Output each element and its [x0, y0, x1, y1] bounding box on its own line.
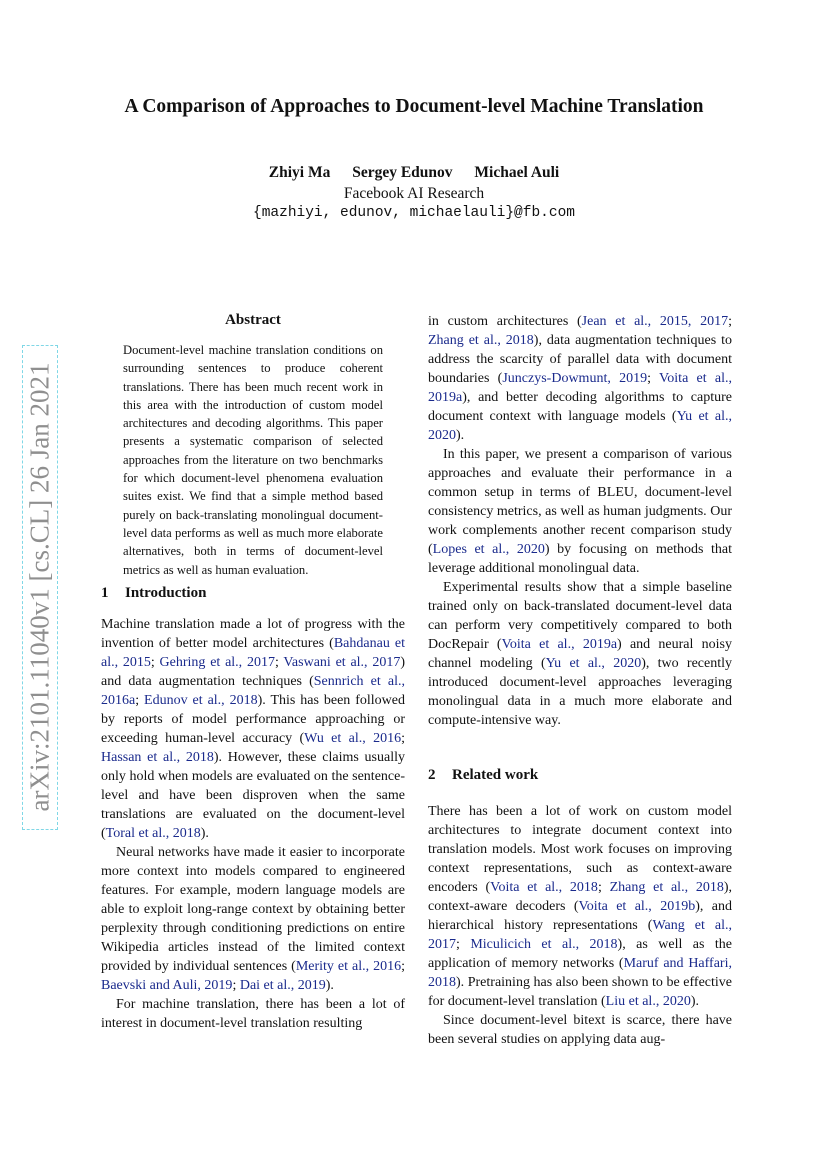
citation-link[interactable]: Junczys-Dowmunt, 2019	[502, 371, 648, 386]
arxiv-stamp[interactable]	[22, 345, 58, 830]
section-heading-related-work	[428, 767, 538, 784]
author-name: Sergey Edunov	[352, 164, 453, 181]
citation-link[interactable]: Toral et al., 2018	[105, 826, 201, 841]
author-emails: {mazhiyi, edunov, michaelauli}@fb.com	[253, 205, 575, 221]
citation-link[interactable]: Voita et al., 2019a	[501, 637, 618, 652]
paragraph: In this paper, we present a comparison of various approaches and evaluate their performance in a common setup in terms of BLEU, document-level consistency metrics, as well as human judgments. Our work complements another recent comparison study (Lopes et al., 2020) by focusing on methods that leverage additional monolingual data.	[428, 447, 733, 576]
citation-link[interactable]: Liu et al., 2020	[605, 994, 691, 1009]
citation-link[interactable]: Voita et al., 2018	[490, 880, 598, 895]
citation-link[interactable]: Wu et al., 2016	[304, 731, 402, 746]
paragraph: Machine translation made a lot of progress with the invention of better model architectures (Bahdanau et al., 2015; Gehring et al., 2017; Vaswani et al., 2017) and data augmentation techniques (Sennrich et al., 2016a; Edunov et al., 2018). This has been followed by reports of model performance approaching or exceeding human-level accuracy (Wu et al., 2016; Hassan et al., 2018). However, these claims usually only hold when models are evaluated on the sentence-level and have been disproven when the same translations are evaluated on the document-level (Toral et al., 2018).	[101, 617, 406, 841]
citation-link[interactable]: Gehring et al., 2017	[159, 655, 275, 670]
related-work-column	[428, 802, 732, 1049]
intro-right-column	[428, 312, 732, 730]
paragraph: There has been a lot of work on custom model architectures to integrate document context into translation models. Most work focuses on improving context representations, such as context-aware encoders (Voita et al., 2018; Zhang et al., 2018), context-aware decoders (Voita et al., 2019b), and hierarchical history representations (Wang et al., 2017; Miculicich et al., 2018), as well as the application of memory networks (Maruf and Haffari, 2018). Pretraining has also been shown to be effective for document-level translation (Liu et al., 2020).	[428, 804, 733, 1009]
paper-title: A Comparison of Approaches to Document-level Machine Translation	[124, 96, 704, 117]
abstract-heading: Abstract	[225, 312, 281, 328]
paragraph: Neural networks have made it easier to incorporate more context into models compared to engineered features. For example, modern language models are able to exploit long-range context by obtaining better perplexity through conditioning predictions on entire Wikipedia articles instead of the limited context provided by individual sentences (Merity et al., 2016; Baevski and Auli, 2019; Dai et al., 2019).	[101, 845, 406, 993]
citation-link[interactable]: Edunov et al., 2018	[144, 693, 258, 708]
citation-link[interactable]: Voita et al., 2019a	[428, 371, 732, 405]
section-number: 2	[428, 767, 436, 783]
citation-link[interactable]: Miculicich et al., 2018	[470, 937, 618, 952]
citation-link[interactable]: Maruf and Haffari, 2018	[428, 956, 732, 990]
author-name: Michael Auli	[474, 164, 560, 181]
section-heading-introduction	[101, 585, 206, 602]
citation-link[interactable]: Lopes et al., 2020	[432, 542, 545, 557]
arxiv-identifier[interactable]: arXiv:2101.11040v1 [cs.CL] 26 Jan 2021	[24, 362, 55, 812]
citation-link[interactable]: Baevski and Auli, 2019	[101, 978, 233, 993]
citation-link[interactable]: Yu et al., 2020	[428, 409, 732, 443]
citation-link[interactable]: Sennrich et al., 2016a	[101, 674, 405, 708]
citation-link[interactable]: Voita et al., 2019b	[578, 899, 696, 914]
author-name: Zhiyi Ma	[268, 164, 331, 181]
abstract-text: Document-level machine translation conditions on surrounding sentences to produce coherent translations. There has been much recent work in this area with the introduction of custom model architectures and decoding algorithms. This paper presents a systematic comparison of selected approaches from the literature on two benchmarks for which document-level phenomena evaluation suites exist. We find that a simple method based purely on back-translating monolingual document-level data performs as well as much more elaborate alternatives, both in terms of document-level metrics as well as human evaluation.	[123, 343, 383, 577]
citation-link[interactable]: Yu et al., 2020	[545, 656, 642, 671]
author-list	[0, 164, 828, 182]
citation-link[interactable]: Bahdanau et al., 2015	[101, 636, 405, 670]
citation-link[interactable]: Zhang et al., 2018	[609, 880, 724, 895]
citation-link[interactable]: Zhang et al., 2018	[428, 333, 534, 348]
section-title: Related work	[452, 767, 539, 783]
citation-link[interactable]: Jean et al., 2015, 2017	[581, 314, 729, 329]
section-number: 1	[101, 585, 109, 601]
citation-link[interactable]: Wang et al., 2017	[428, 918, 733, 952]
citation-link[interactable]: Vaswani et al., 2017	[283, 655, 401, 670]
affiliation: Facebook AI Research	[343, 185, 485, 202]
paragraph: Experimental results show that a simple baseline trained only on back-translated document-level data can perform very competitively compared to both DocRepair (Voita et al., 2019a) and neural noisy channel modeling (Yu et al., 2020), two recently introduced document-level approaches leveraging monolingual data in a much more elaborate and compute-intensive way.	[428, 580, 733, 728]
paragraph: Since document-level bitext is scarce, there have been several studies on applying data aug-	[428, 1013, 732, 1047]
paragraph: For machine translation, there has been a lot of interest in document-level translation resulting	[101, 997, 405, 1031]
citation-link[interactable]: Dai et al., 2019	[239, 978, 326, 993]
citation-link[interactable]: Merity et al., 2016	[295, 959, 402, 974]
section-title: Introduction	[125, 585, 207, 601]
intro-left-column	[101, 615, 405, 1033]
paragraph: in custom architectures (Jean et al., 2015, 2017; Zhang et al., 2018), data augmentation techniques to address the scarcity of parallel data with document boundaries (Junczys-Dowmunt, 2019; Voita et al., 2019a), and better decoding algorithms to capture document context with language models (Yu et al., 2020).	[428, 314, 732, 443]
citation-link[interactable]: Hassan et al., 2018	[101, 750, 214, 765]
